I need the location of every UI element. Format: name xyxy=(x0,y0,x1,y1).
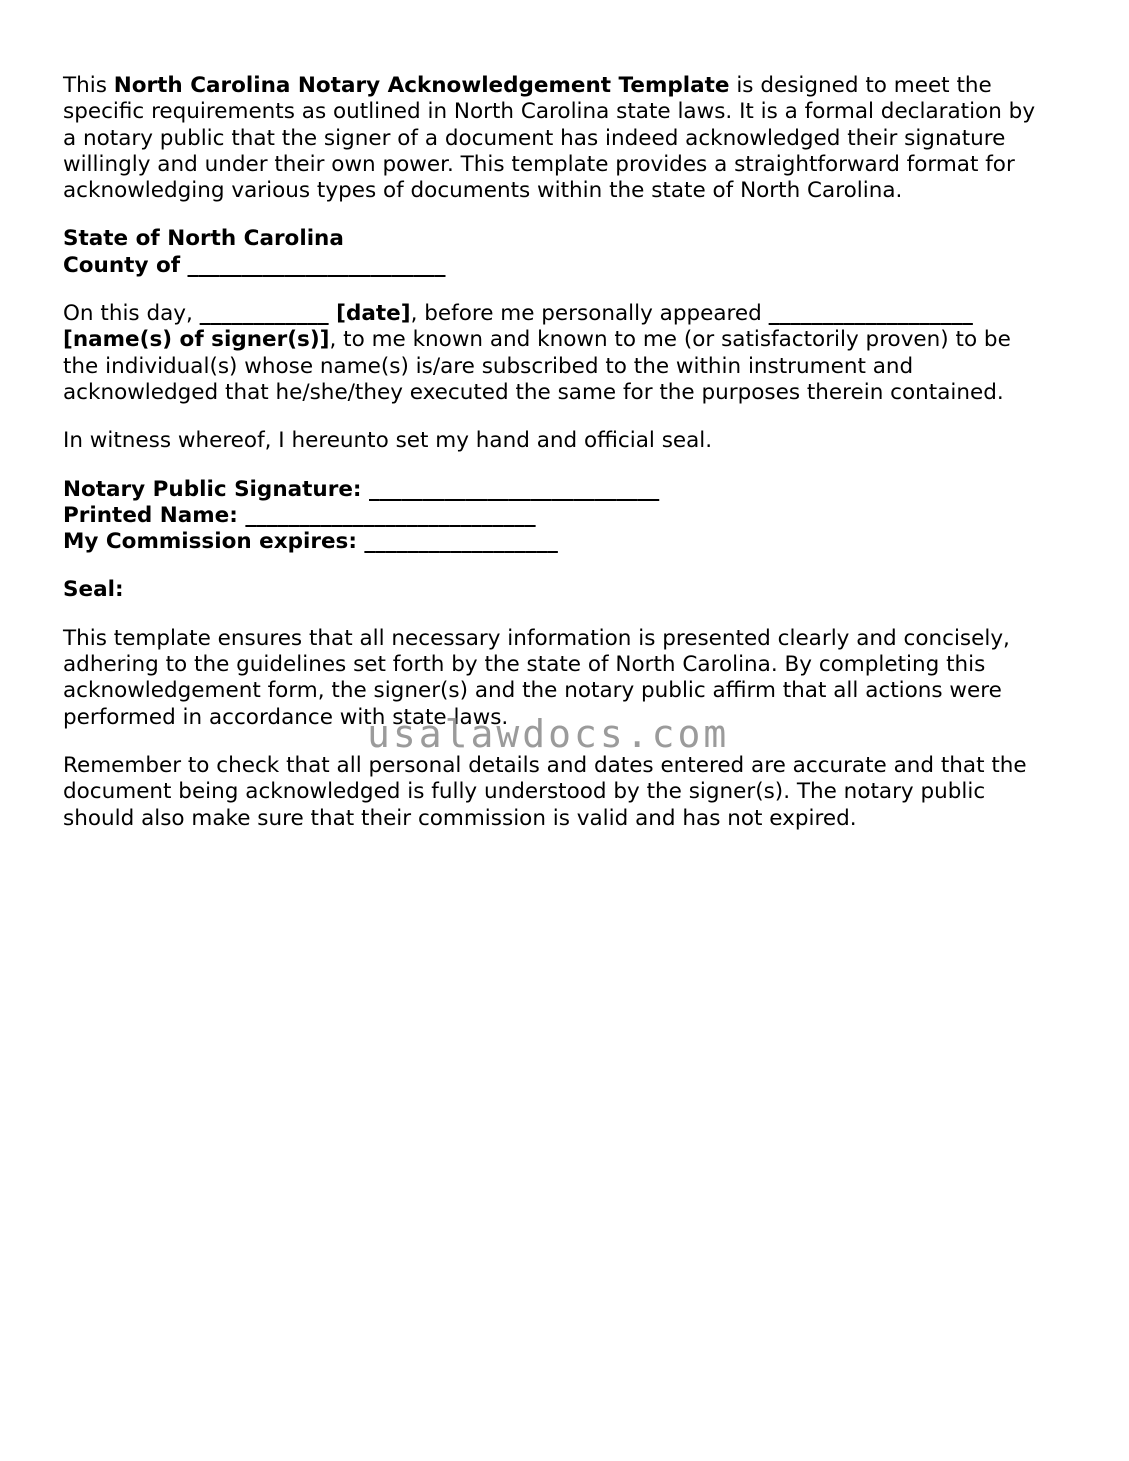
venue-block xyxy=(63,226,1073,279)
closing-paragraph-2 xyxy=(63,753,1073,832)
date-blank: ____________ xyxy=(199,301,329,327)
intro-line-2: specific requirements as outlined in North Carolina state laws. It is a formal declaration by xyxy=(63,99,1036,125)
commission-expires-line: My Commission expires: __________________ xyxy=(63,529,558,555)
acknowledgement-line-1: On this day, ____________ [date], before me personally appeared ___________________ xyxy=(63,301,973,327)
venue-state: State of North Carolina xyxy=(63,226,344,252)
acknowledgement-line-4: acknowledged that he/she/they executed the same for the purposes therein contained. xyxy=(63,379,1004,405)
venue-county: County of ________________________ xyxy=(63,252,446,278)
signer-name-blank: ___________________ xyxy=(768,301,973,327)
closing2-line-3: should also make sure that their commission is valid and has not expired. xyxy=(63,805,857,831)
closing2-line-2: document being acknowledged is fully understood by the signer(s). The notary public xyxy=(63,779,986,805)
watermark: usalawdocs.com xyxy=(367,712,730,756)
signer-name-label: [name(s) of signer(s)] xyxy=(63,327,330,353)
witness-statement: In witness whereof, I hereunto set my hand and official seal. xyxy=(63,428,713,454)
seal-label: Seal: xyxy=(63,577,124,603)
template-title: North Carolina Notary Acknowledgement Template xyxy=(113,73,730,98)
notary-signature-line: Notary Public Signature: ___________________________ xyxy=(63,476,660,502)
intro-line-1: This North Carolina Notary Acknowledgement Template is designed to meet the xyxy=(63,73,992,98)
closing1-line-3: acknowledgement form, the signer(s) and the notary public affirm that all actions were xyxy=(63,678,1002,704)
signature-block xyxy=(63,477,1073,556)
intro-line-5: acknowledging various types of documents within the state of North Carolina. xyxy=(63,178,903,204)
closing1-line-2: adhering to the guidelines set forth by the state of North Carolina. By completing this xyxy=(63,652,986,678)
intro-line-3: a notary public that the signer of a document has indeed acknowledged their signature xyxy=(63,125,1006,151)
closing1-line-4: performed in accordance with state laws. xyxy=(63,704,509,730)
intro-paragraph xyxy=(63,73,1073,204)
acknowledgement-line-2: [name(s) of signer(s)], to me known and known to me (or satisfactorily proven) to be xyxy=(63,327,1011,353)
acknowledgement-paragraph xyxy=(63,301,1073,406)
printed-name-line: Printed Name: ___________________________ xyxy=(63,502,536,528)
acknowledgement-line-3: the individual(s) whose name(s) is/are subscribed to the within instrument and xyxy=(63,353,914,379)
closing1-line-1: This template ensures that all necessary information is presented clearly and concisely, xyxy=(63,625,1010,651)
closing2-line-1: Remember to check that all personal details and dates entered are accurate and that the xyxy=(63,752,1027,778)
intro-line-4: willingly and under their own power. This template provides a straightforward format for xyxy=(63,151,1015,177)
date-label: [date] xyxy=(328,301,411,327)
